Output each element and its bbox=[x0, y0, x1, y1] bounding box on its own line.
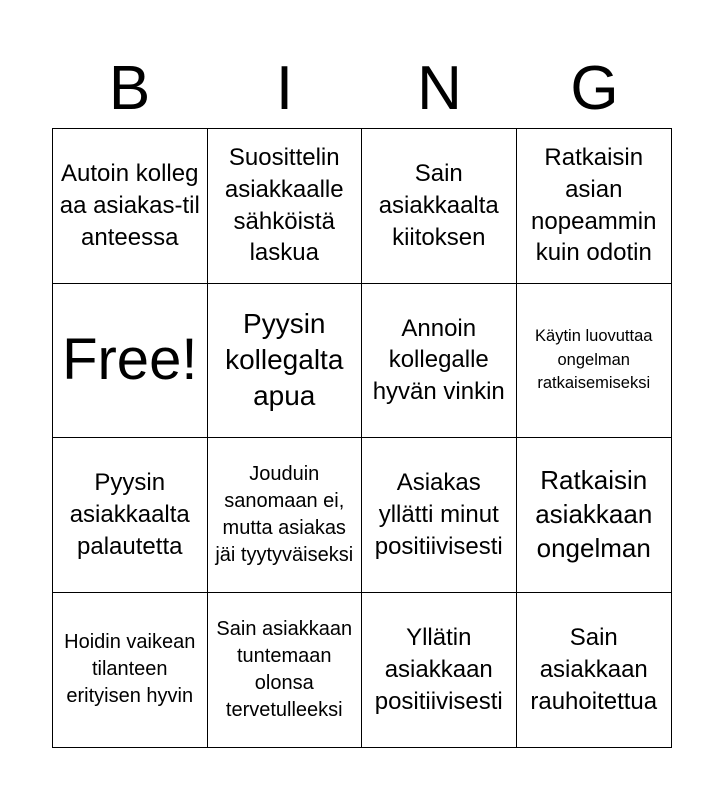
bingo-cell[interactable] bbox=[517, 438, 672, 593]
bingo-cell[interactable] bbox=[208, 129, 363, 284]
bingo-cell-text: Autoin kollegaa asiakas-tilanteessa bbox=[59, 160, 200, 251]
bingo-cell[interactable] bbox=[208, 593, 363, 748]
bingo-cell[interactable] bbox=[517, 284, 672, 439]
bingo-cell-text: Ratkaisin asiakkaan ongelman bbox=[535, 465, 653, 563]
bingo-cell[interactable] bbox=[362, 129, 517, 284]
bingo-cell[interactable] bbox=[208, 284, 363, 439]
header-letter-n: N bbox=[417, 54, 462, 123]
bingo-cell-text: Asiakas yllätti minut positiivisesti bbox=[374, 469, 503, 560]
bingo-cell-text: Suosittelin asiakkaalle sähköistä laskua bbox=[224, 144, 344, 267]
free-cell[interactable] bbox=[53, 284, 208, 439]
bingo-cell[interactable] bbox=[517, 593, 672, 748]
bingo-cell-text: Annoin kollegalle hyvän vinkin bbox=[372, 314, 505, 406]
bingo-cell-text: Käytin luovuttaa ongelman ratkaisemiseksi bbox=[535, 327, 653, 392]
bingo-cell[interactable] bbox=[362, 284, 517, 439]
bingo-cell[interactable] bbox=[53, 593, 208, 748]
bingo-cell-text: Sain asiakkaan tuntemaan olonsa tervetulleeksi bbox=[216, 617, 353, 721]
bingo-cell-text: Pyysin kollegalta apua bbox=[225, 307, 344, 412]
bingo-cell-text: Jouduin sanomaan ei, mutta asiakas jäi tyytyväiseksi bbox=[215, 462, 354, 566]
bingo-cell-text: Sain asiakkaalta kiitoksen bbox=[378, 160, 499, 251]
header-letter-g: G bbox=[570, 54, 619, 123]
bingo-grid bbox=[52, 128, 672, 748]
bingo-header bbox=[52, 50, 672, 128]
bingo-cell-text: Pyysin asiakkaalta palautetta bbox=[69, 469, 190, 560]
bingo-cell[interactable] bbox=[362, 593, 517, 748]
bingo-cell-text: Hoidin vaikean tilanteen erityisen hyvin bbox=[64, 631, 196, 708]
bingo-cell-text: Yllätin asiakkaan positiivisesti bbox=[374, 624, 503, 715]
header-letter-b: B bbox=[108, 54, 151, 123]
bingo-cell-text: Sain asiakkaan rauhoitettua bbox=[530, 624, 658, 715]
bingo-cell-text: Ratkaisin asian nopeammin kuin odotin bbox=[531, 144, 657, 267]
bingo-cell[interactable] bbox=[53, 438, 208, 593]
free-cell-text: Free! bbox=[62, 327, 198, 393]
bingo-cell[interactable] bbox=[517, 129, 672, 284]
bingo-cell[interactable] bbox=[53, 129, 208, 284]
bingo-cell[interactable] bbox=[208, 438, 363, 593]
bingo-cell[interactable] bbox=[362, 438, 517, 593]
header-letter-i: I bbox=[275, 54, 294, 123]
